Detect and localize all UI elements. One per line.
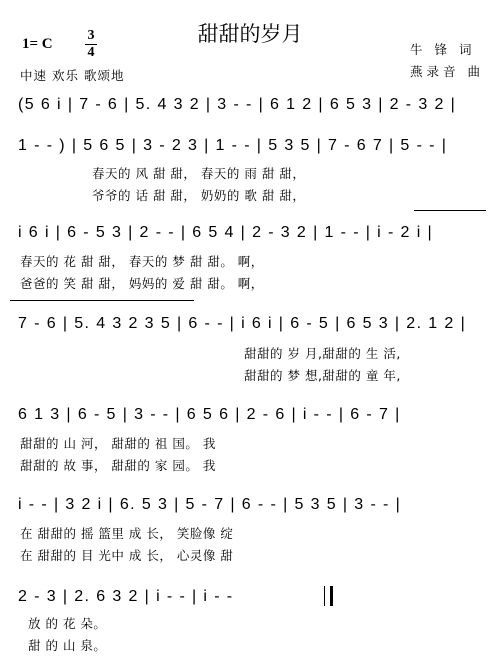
- lyric-line-4a: 甜甜的 岁 月,甜甜的 生 活,: [244, 346, 401, 361]
- time-signature: [84, 28, 98, 61]
- lyric-line-2a: 春天的 风 甜 甜， 春天的 雨 甜 甜，: [92, 166, 306, 181]
- lyric-line-6b: 在 甜甜的 目 光中 成 长， 心灵像 甜: [20, 548, 234, 563]
- notation-line-3: i 6 i | 6 - 5 3 | 2 - - | 6 5 4 | 2 - 3 2 | 1 - - | i - 2 i |: [18, 224, 434, 241]
- lyric-line-2b: 爷爷的 话 甜 甜， 奶奶的 歌 甜 甜，: [92, 188, 306, 203]
- final-barline: [330, 586, 333, 606]
- slur-line-3: [414, 210, 486, 211]
- meter-bottom: 4: [87, 45, 95, 60]
- lyric-line-4b: 甜甜的 梦 想,甜甜的 童 年,: [244, 368, 401, 383]
- phrase-line-4: [10, 300, 194, 301]
- notation-line-7: 2 - 3 | 2. 6 3 2 | i - - | i - -: [18, 588, 234, 605]
- lyric-line-3b: 爸爸的 笑 甜 甜， 妈妈的 爱 甜 甜。 啊，: [20, 276, 264, 291]
- notation-line-1: (5 6 i | 7 - 6 | 5. 4 3 2 | 3 - - | 6 1 2 | 6 5 3 | 2 - 3 2 |: [18, 96, 457, 113]
- lyric-line-6a: 在 甜甜的 摇 篮里 成 长， 笑脸像 绽: [20, 526, 234, 541]
- meter-top: 3: [87, 28, 95, 43]
- notation-line-4: 7 - 6 | 5. 4 3 2 3 5 | 6 - - | i 6 i | 6 - 5 | 6 5 3 | 2. 1 2 |: [18, 315, 467, 332]
- key-signature: 1= C: [22, 36, 53, 52]
- lyric-line-5b: 甜甜的 故 事， 甜甜的 家 园。 我: [20, 458, 216, 473]
- tempo-marking: 中速 欢乐 歌颂地: [20, 68, 125, 83]
- notation-line-5: 6 1 3 | 6 - 5 | 3 - - | 6 5 6 | 2 - 6 | i - - | 6 - 7 |: [18, 406, 401, 423]
- lyric-line-7a: 放 的 花 朵。: [28, 616, 107, 631]
- lyric-line-7b: 甜 的 山 泉。: [28, 638, 107, 653]
- lyricist-credit: 牛 锋 词: [410, 42, 476, 57]
- composer-credit: 燕录音 曲: [410, 64, 484, 79]
- final-barline-thin: [324, 586, 325, 606]
- notation-line-6: i - - | 3 2 i | 6. 5 3 | 5 - 7 | 6 - - | 5 3 5 | 3 - - |: [18, 496, 402, 513]
- lyric-line-5a: 甜甜的 山 河， 甜甜的 祖 国。 我: [20, 436, 216, 451]
- song-title: 甜甜的岁月: [197, 22, 303, 46]
- notation-line-2: 1 - - ) | 5 6 5 | 3 - 2 3 | 1 - - | 5 3 5 | 7 - 6 7 | 5 - - |: [18, 137, 448, 154]
- lyric-line-3a: 春天的 花 甜 甜， 春天的 梦 甜 甜。 啊，: [20, 254, 264, 269]
